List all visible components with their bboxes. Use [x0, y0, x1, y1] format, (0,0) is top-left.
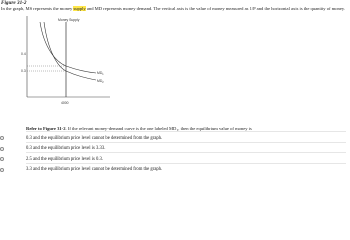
question-subscript: 1	[176, 128, 179, 133]
answer-option-1[interactable]	[26, 133, 346, 144]
md1-label: $MD_1$	[97, 71, 104, 76]
y-tick-high: 0.4	[21, 52, 26, 56]
answer-option-text: 0.3 and the equilibrium price level is 3.33.	[25, 146, 106, 152]
md2-curve	[40, 22, 96, 73]
md1-curve	[44, 22, 96, 80]
money-supply-label: Money Supply	[58, 18, 80, 22]
answer-option-text: 3.3 and the equilibrium price level cannot be determined from the graph.	[25, 167, 163, 173]
answer-option-text: 0.3 and the equilibrium price level cannot be determined from the graph.	[25, 135, 163, 141]
figure-title: Figure 31-2	[1, 0, 27, 6]
md2-label: $MD_2$	[97, 79, 104, 84]
answer-options	[26, 133, 346, 175]
answer-option-text: 2.5 and the equilibrium price level is 0.3.	[25, 156, 104, 162]
caption-end: and MD represents money demand. The vertical axis is the value of money measured as 1/P and the horizontal axis is the quantity of money.	[85, 6, 346, 11]
question-tail: , then the equilibrium value of money is	[178, 126, 252, 131]
question-reference: Refer to Figure 31-2	[26, 126, 66, 131]
answer-option-3[interactable]	[26, 154, 346, 165]
caption-highlighted-word[interactable]: supply	[73, 6, 86, 11]
y-tick-low: 0.3	[21, 69, 26, 73]
answer-option-4[interactable]	[26, 165, 346, 176]
answer-option-2[interactable]	[26, 144, 346, 155]
question-body: . If the relevant money-demand curve is the one labeled MD	[65, 126, 177, 131]
caption-start: In the graph, MS represents the money	[1, 6, 74, 11]
x-tick: 4000	[61, 101, 69, 105]
